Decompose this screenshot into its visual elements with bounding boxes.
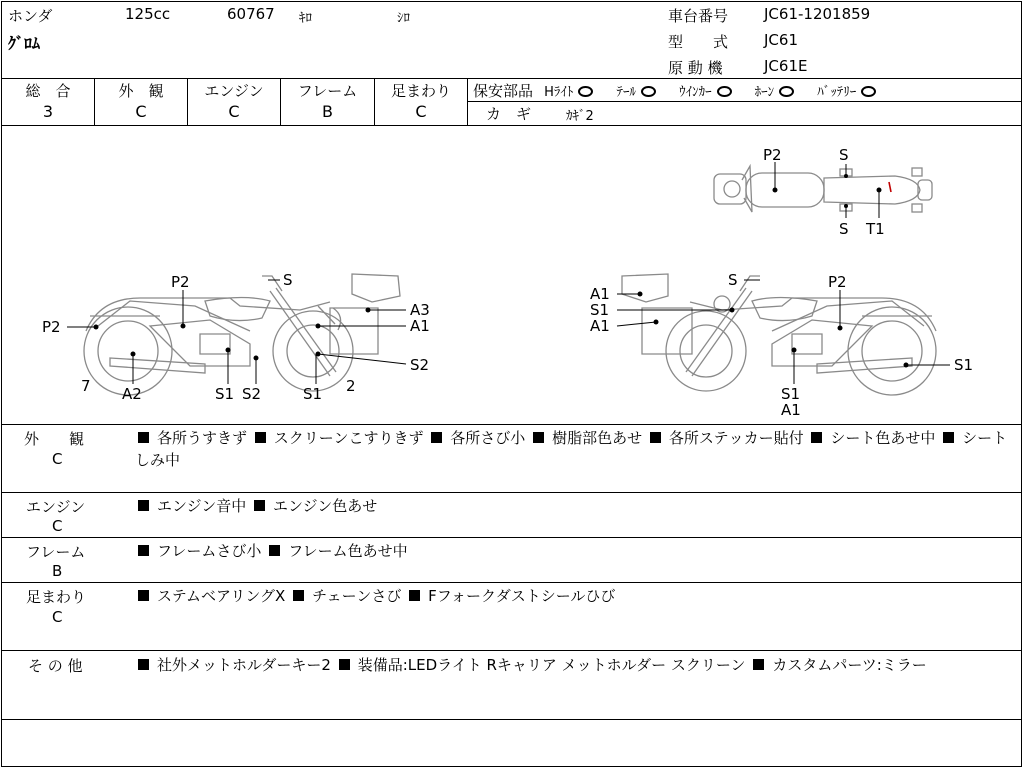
rule-remarks	[1, 537, 1022, 538]
safety-label: 保安部品	[473, 82, 534, 100]
safety-headlight: Hﾗｲﾄ	[544, 85, 593, 100]
remark-grade-frame: B	[52, 562, 63, 580]
overall-value: 3	[42, 102, 54, 121]
safety-battery: ﾊﾞｯﾃﾘｰ	[817, 85, 876, 100]
bullet-icon	[138, 659, 149, 670]
diagram-label: S	[839, 220, 849, 238]
bullet-icon	[533, 432, 544, 443]
bullet-icon	[269, 545, 280, 556]
damage-diagram	[0, 126, 1024, 424]
model-code-label: 型 式	[668, 33, 729, 51]
diagram-label: S	[839, 146, 849, 164]
rule-remarks	[1, 719, 1022, 720]
remark-list-frame: フレームさび小 フレーム色あせ中	[135, 540, 1015, 562]
diagram-label: A3	[410, 301, 430, 319]
bullet-icon	[409, 590, 420, 601]
remark-list-engine: エンジン音中 エンジン色あせ	[135, 495, 1015, 517]
rule-remarks-top	[1, 424, 1022, 425]
frame-label: フレーム	[297, 82, 358, 100]
engine-no-label: 原 動 機	[668, 59, 723, 77]
bullet-icon	[138, 500, 149, 511]
rule-remarks	[1, 650, 1022, 651]
displacement: 125cc	[125, 5, 171, 23]
bullet-icon	[138, 590, 149, 601]
exterior-value: C	[135, 102, 147, 121]
safety-horn: ﾎｰﾝ	[755, 85, 795, 100]
frame-no-label: 車台番号	[668, 7, 729, 25]
remark-label-other: そ の 他	[28, 657, 83, 675]
bullet-icon	[943, 432, 954, 443]
mileage-unit: ｷﾛ	[299, 11, 312, 26]
diagram-label: S1	[590, 301, 610, 319]
diagram-label: S1	[781, 385, 801, 403]
safety-winker: ｳｲﾝｶｰ	[679, 85, 732, 100]
suspension-value: C	[415, 102, 427, 121]
bullet-icon	[138, 545, 149, 556]
diagram-label: A1	[781, 401, 801, 419]
remark-label-exterior: 外 観	[24, 430, 85, 448]
diagram-label: 7	[81, 377, 91, 395]
key-value: ｶｷﾞ2	[566, 109, 594, 124]
diagram-label: S1	[303, 385, 323, 403]
diagram-label: S1	[954, 356, 974, 374]
color: ｼﾛ	[397, 11, 410, 26]
diagram-label: P2	[763, 146, 782, 164]
diagram-label: A1	[410, 317, 430, 335]
diagram-label: A1	[590, 317, 610, 335]
remark-label-engine: エンジン	[26, 498, 86, 516]
remark-label-suspension: 足まわり	[26, 588, 87, 606]
diagram-label: A1	[590, 285, 610, 303]
rule-top	[1, 78, 1022, 79]
safety-parts	[473, 80, 882, 101]
ok-mark-icon	[578, 86, 593, 97]
frame-value: B	[322, 102, 333, 121]
bullet-icon	[254, 500, 265, 511]
diagram-label: T1	[866, 220, 885, 238]
remark-list-suspension: ステムベアリングX チェーンさび Fフォークダストシールひび	[135, 585, 1015, 607]
remark-label-frame: フレーム	[26, 543, 86, 561]
bullet-icon	[339, 659, 350, 670]
frame-no: JC61-1201859	[764, 5, 871, 23]
exterior-label: 外 観	[118, 82, 164, 100]
diagram-label: S2	[410, 356, 430, 374]
diagram-label: P2	[171, 273, 190, 291]
diagram-label: S1	[215, 385, 235, 403]
remark-grade-engine: C	[52, 517, 63, 535]
bullet-icon	[255, 432, 266, 443]
bullet-icon	[811, 432, 822, 443]
ok-mark-icon	[717, 86, 732, 97]
bullet-icon	[293, 590, 304, 601]
safety-divider	[467, 101, 1022, 102]
ok-mark-icon	[779, 86, 794, 97]
diagram-label: S2	[242, 385, 262, 403]
maker: ホンダ	[8, 7, 53, 25]
ok-mark-icon	[861, 86, 876, 97]
bullet-icon	[753, 659, 764, 670]
remark-grade-exterior: C	[52, 450, 63, 468]
ok-mark-icon	[641, 86, 656, 97]
grade-divider	[467, 78, 468, 126]
overall-label: 総 合	[25, 82, 71, 100]
bike-right-side-icon	[622, 274, 936, 395]
diagram-label: P2	[42, 318, 61, 336]
remark-list-exterior: 各所うすきず スクリーンこすりきず 各所さび小 樹脂部色あせ 各所ステッカー貼付 シート色あせ中 シートしみ中	[135, 429, 1008, 469]
diagram-label: P2	[828, 273, 847, 291]
rule-remarks	[1, 582, 1022, 583]
bullet-icon	[431, 432, 442, 443]
bike-top-view-icon	[714, 166, 932, 212]
remark-list-other: 社外メットホルダーキー2 装備品:LEDライト Rキャリア メットホルダー スクリーン カスタムパーツ:ミラー	[135, 654, 1015, 676]
engine-value: C	[228, 102, 240, 121]
remark-grade-suspension: C	[52, 608, 63, 626]
key-label: カ ギ	[486, 105, 532, 123]
diagram-label: S	[283, 271, 293, 289]
diagram-label: 2	[346, 377, 356, 395]
rule-remarks	[1, 492, 1022, 493]
bullet-icon	[650, 432, 661, 443]
safety-tail: ﾃｰﾙ	[616, 85, 656, 100]
model-name: ｸﾞﾛﾑ	[8, 34, 41, 53]
suspension-label: 足まわり	[390, 82, 451, 100]
diagram-label: S	[728, 271, 738, 289]
model-code: JC61	[764, 31, 798, 49]
bullet-icon	[138, 432, 149, 443]
mileage: 60767	[227, 5, 275, 23]
engine-no: JC61E	[764, 57, 808, 75]
diagram-label: A2	[122, 385, 142, 403]
engine-label: エンジン	[204, 82, 264, 100]
